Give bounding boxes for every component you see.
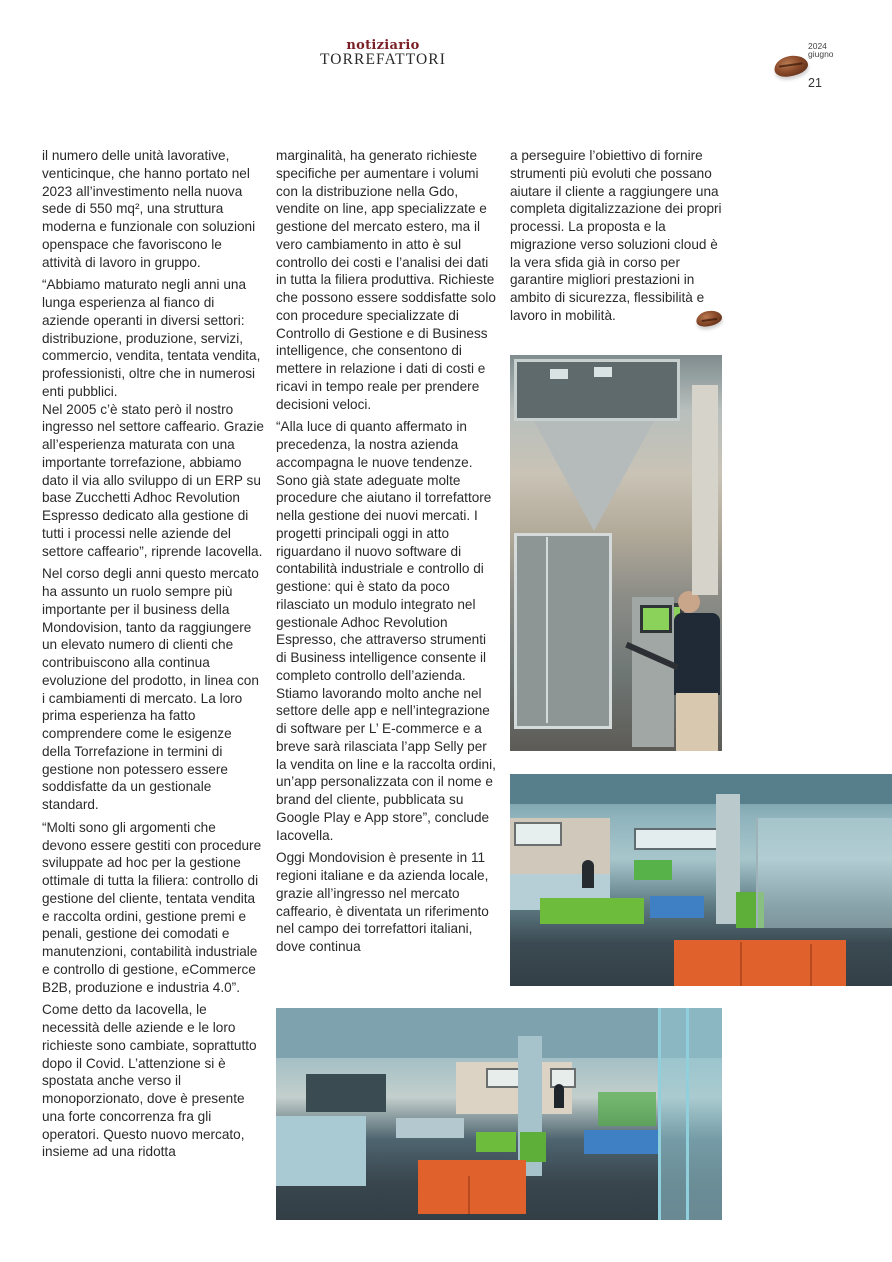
coffee-bean-icon [772,53,809,80]
ceiling [510,774,892,804]
desk [396,1118,464,1138]
person [554,1084,564,1108]
glass-partition [756,818,892,928]
coffee-bean-icon [695,308,724,328]
blue-seating [650,896,704,918]
paragraph: “Molti sono gli argomenti che devono essere gestiti con procedure sviluppate ad hoc per la gestione ottimale di tutta la filiera: controllo di gestione del cliente, tentata vendita e raccolta ordini, gestione premi e penali, gestione dei comodati e manutenzioni, contabilità industriale e controllo di gestione, eCommerce B2B, produzione e industria 4.0”. [42,819,262,995]
machine-control-screen [640,605,672,633]
silo [692,385,718,595]
window [514,822,562,846]
green-panel [598,1092,656,1126]
issue-month: giugno [808,49,834,59]
orange-seating [674,940,846,986]
article-end-mark [696,311,722,327]
machine-door-frame [546,537,548,723]
machine-hopper [534,421,654,531]
machine-display [550,369,568,379]
paragraph: “Abbiamo maturato negli anni una lunga esperienza al fianco di aziende operanti in diversi settori: distribuzione, produzione, servizi, commercio, vendita, tentata vendita, professionisti, oltre che in numerosi enti pubblici. Nel 2005 c’è stato però il nostro ingresso nel settore caffeario. Grazie all’esperienza maturata con una importante torrefazione, abbiamo dato il via allo sviluppo di un ERP su base Zucchetti Adhoc Revolution Espresso dedicato alla gestione di tutti i processi nelle aziende del settore caffeario”, riprende Iacovella. [42,277,264,559]
reception-counter [276,1116,366,1186]
ceiling [276,1008,722,1058]
masthead-title: TORREFATTORI [319,51,447,68]
green-seating [540,898,644,924]
glass-door [658,1008,722,1220]
paragraph: il numero delle unità lavorative, venticinque, che hanno portato nel 2023 all’investimento nella nuova sede di 550 mq², una struttura moderna e funzionale con soluzioni openspace che favoriscono le attività di lavoro in gruppo. [42,148,256,270]
article-column-2 [276,147,498,961]
orange-seating [418,1160,526,1214]
window [634,828,722,850]
machine-lower-cabinet [514,533,612,729]
paragraph: Come detto da Iacovella, le necessità delle aziende e le loro richieste sono cambiate, soprattutto dopo il Covid. L’attenzione si è spostata anche verso il monoporzionato, dove è presente una forte concorrenza fra gli operatori. Questo nuovo mercato, insieme ad una ridotta [42,1002,257,1160]
window-wall [306,1074,386,1112]
seating-seam [468,1176,470,1214]
window [486,1068,520,1088]
masthead [312,40,454,67]
paragraph: marginalità, ha generato richieste specifiche per aumentare i volumi con la distribuzione nella Gdo, vendite on line, app specializzate e gestione del mercato estero, ma il vero cambiamento in atto è sul controllo dei costi e l’analisi dei dati in tutta la filiera produttiva. Richieste che possono essere soddisfatte solo con procedure specializzate di Controllo di Gestione e di Business intelligence, che consentono di mettere in relazione i dati di costi e ricavi in tempo reale per prendere decisioni veloci. [276,148,496,412]
seating-seam [810,944,812,986]
office-openspace-photo-1 [510,774,892,986]
masthead-kicker: notiziario [346,38,420,53]
person-body [674,613,720,695]
article-column-1 [42,147,264,1166]
person-legs [676,693,718,751]
machine-display [594,367,612,377]
packaging-machine-photo [510,355,722,751]
office-openspace-photo-2 [276,1008,722,1220]
seating-seam [740,942,742,986]
paragraph: Oggi Mondovision è presente in 11 regioni italiane e da azienda locale, grazie all’ingresso nel mercato caffeario, è diventata un riferimento nel campo dei torrefattori italiani, dove continua [276,850,489,954]
paragraph: “Alla luce di quanto affermato in precedenza, la nostra azienda accompagna le nuove tendenze. Sono già state adeguate molte procedure che aiutano il torrefattore nella gestione dei nuovi mercati. I progetti principali oggi in atto riguardano il nuovo software di contabilità industriale e controllo di gestione: qui è stato da poco rilasciato un modulo integrato nel gestionale Adhoc Revolution Espresso, che attraverso strumenti di Business intelligence consente il completo controllo dell’azienda. Stiamo lavorando molto anche nel settore delle app e nell’integrazione di software per L’ E-commerce e a breve sarà rilasciata l’app Selly per la vendita on line e la raccolta ordini, un’app personalizzata con il nome e brand del cliente, pubblicata su Google Play e App store”, conclude Iacovella. [276,419,496,843]
issue-year: 2024 [808,41,827,51]
issue-info [772,40,882,100]
paragraph: a perseguire l’obiettivo di fornire strumenti più evoluti che possano aiutare il cliente a raggiungere una completa digitalizzazione dei propri processi. La proposta e la migrazione verso soluzioni cloud è la vera sfida già in corso per garantire migliori prestazioni in ambito di sicurezza, flessibilità e lavoro in mobilità. [510,148,722,323]
article-column-3 [510,147,732,330]
page-number: 21 [808,76,822,90]
green-chair [520,1132,546,1162]
green-panel [634,860,672,880]
paragraph: Nel corso degli anni questo mercato ha assunto un ruolo sempre più importante per il business della Mondovision, tanto da raggiungere un elevato numero di clienti che contribuiscono alla continua evoluzione del prodotto, in linea con i cambiamenti di mercato. La loro prima esperienza ha fatto comprendere come le esigenze della Torrefazione in termini di gestione non potessero essere soddisfatte da un gestionale standard. [42,566,259,812]
glass-door-frame [686,1008,689,1220]
green-seating [476,1132,516,1152]
person [582,860,594,888]
blue-seating [584,1130,658,1154]
